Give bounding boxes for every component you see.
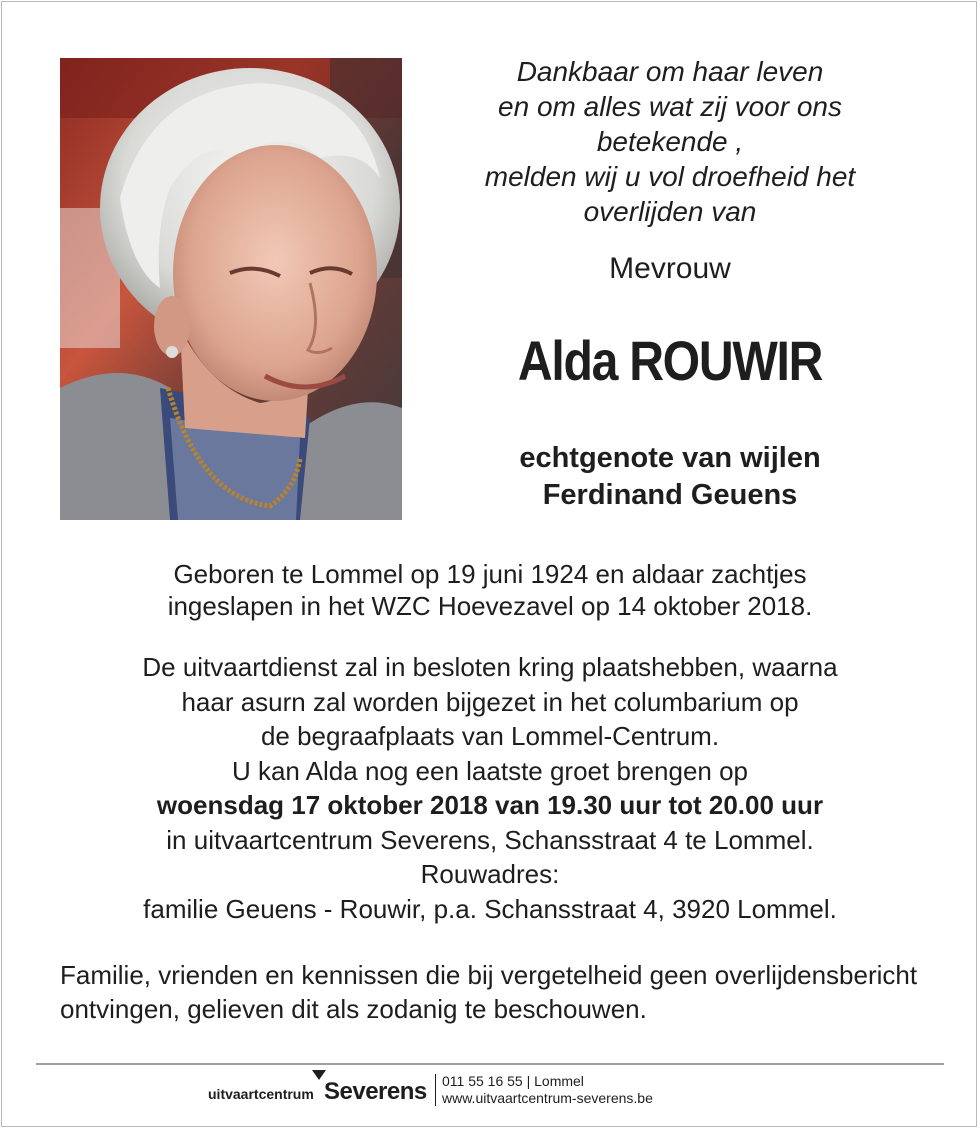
honorific-title: Mevrouw	[609, 252, 731, 285]
intro-line: melden wij u vol droefheid het	[484, 161, 856, 192]
born-line: ingeslapen in het WZC Hoevezavel op 14 oktober 2018.	[167, 591, 813, 621]
born-line: Geboren te Lommel op 19 juni 1924 en aldaar zachtjes	[173, 559, 807, 589]
service-line: De uitvaartdienst zal in besloten kring plaatshebben, waarna	[142, 652, 838, 682]
spouse-text	[440, 440, 900, 514]
service-line: haar asurn zal worden bijgezet in het columbarium op	[181, 686, 799, 717]
intro-line: en om alles wat zij voor ons	[498, 91, 842, 122]
contact-info	[442, 1073, 653, 1107]
intro-line: Dankbaar om haar leven	[516, 56, 824, 87]
brand-name: Severens	[324, 1078, 427, 1105]
visitation-datetime: woensdag 17 oktober 2018 van 19.30 uur tot 20.00 uur	[156, 790, 824, 820]
service-line: in uitvaartcentrum Severens, Schansstraat 4 te Lommel.	[166, 824, 814, 855]
spouse-line: Ferdinand Geuens	[542, 479, 798, 511]
brand-prefix: uitvaartcentrum	[208, 1086, 314, 1102]
closing-note: Familie, vrienden en kennissen die bij vergetelheid geen overlijdensbericht ontvingen, gelieven dit als zodanig te beschouwen.	[60, 960, 918, 1024]
portrait-photo	[60, 58, 402, 520]
mourning-address: familie Geuens - Rouwir, p.a. Schansstraat 4, 3920 Lommel.	[143, 893, 837, 924]
service-line: de begraafplaats van Lommel-Centrum.	[260, 721, 720, 751]
birth-death-text	[0, 558, 980, 622]
intro-text	[440, 54, 900, 229]
funeral-home-footer	[208, 1070, 768, 1110]
spouse-line: echtgenote van wijlen	[519, 442, 821, 474]
mourning-address-label: Rouwadres:	[420, 859, 560, 889]
service-line: U kan Alda nog een laatste groet brengen op	[231, 755, 749, 786]
footer-divider	[36, 1063, 944, 1065]
footer-separator	[435, 1074, 436, 1106]
deceased-name: Alda ROUWIR	[517, 329, 823, 392]
service-details	[0, 650, 980, 926]
website-link[interactable]: www.uitvaartcentrum-severens.be	[442, 1090, 653, 1106]
intro-line: betekende ,	[596, 126, 744, 157]
phone-location: 011 55 16 55 | Lommel	[442, 1073, 584, 1089]
intro-line: overlijden van	[583, 196, 757, 227]
